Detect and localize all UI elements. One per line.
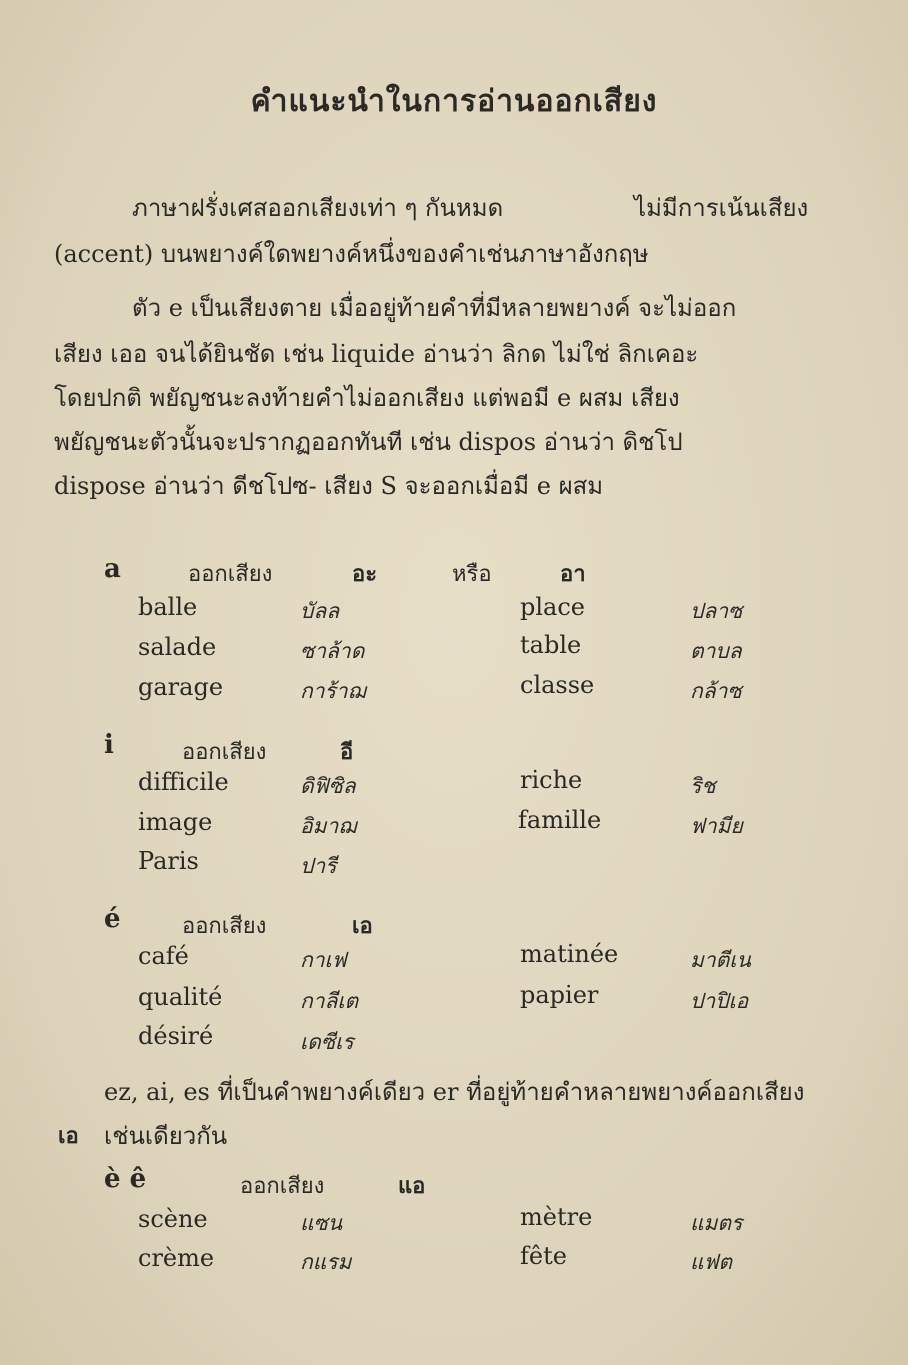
intro-line: ตัว e เป็นเสียงตาย เมื่ออยู่ท้ายคำที่มีหลายพยางค์ จะไม่ออก [132, 294, 737, 322]
page-title: คำแนะนำในการอ่านออกเสียง [250, 84, 658, 119]
french-word: fête [520, 1242, 567, 1270]
note-bold: เอ [58, 1123, 79, 1149]
thai-reading: มาตีเน [690, 948, 751, 972]
group-sound: อี [340, 739, 354, 765]
group-sound: แอ [398, 1173, 426, 1199]
note-line: เช่นเดียวกัน [104, 1122, 228, 1150]
group-letter: a [104, 554, 121, 584]
french-word: famille [518, 806, 602, 834]
french-word: papier [520, 981, 599, 1009]
thai-reading: กล้าซ [690, 679, 742, 703]
intro-line: (accent) บนพยางค์ใดพยางค์หนึ่งของคำเช่นภาษาอังกฤษ [54, 240, 649, 268]
thai-reading: อิมาฌ [300, 814, 357, 838]
french-word: qualité [138, 983, 223, 1011]
french-word: crème [138, 1244, 215, 1272]
thai-reading: ปารี [300, 854, 337, 878]
thai-reading: ปลาซ [690, 599, 743, 623]
french-word: salade [138, 633, 217, 661]
french-word: scène [138, 1205, 208, 1233]
intro-line: dispose อ่านว่า ดีชโปซ- เสียง S จะออกเมื่อมี e ผสม [54, 472, 604, 500]
thai-reading: การ้าฌ [300, 679, 366, 703]
intro-line: พยัญชนะตัวนั้นจะปรากฏออกทันที เช่น dispos อ่านว่า ดิชโป [54, 428, 683, 456]
group-letter: é [104, 904, 121, 934]
thai-reading: กาลีเต [300, 989, 359, 1013]
group-label: ออกเสียง [188, 562, 273, 587]
group-sound: อา [560, 561, 586, 587]
thai-reading: บัลล [300, 599, 340, 623]
thai-reading: เดซีเร [300, 1030, 354, 1054]
thai-reading: กแรม [300, 1250, 352, 1274]
thai-reading: ตาบล [690, 639, 742, 663]
thai-reading: กาเฟ [300, 948, 347, 972]
group-or: หรือ [452, 562, 492, 587]
french-word: difficile [138, 768, 229, 796]
group-letter: i [104, 730, 114, 760]
group-sound: เอ [352, 913, 373, 939]
french-word: matinée [520, 940, 619, 968]
thai-reading: ดิฟิซิล [300, 774, 356, 798]
thai-reading: ซาล้าด [300, 639, 365, 663]
intro-line: ภาษาฝรั่งเศสออกเสียงเท่า ๆ กันหมด [132, 194, 504, 222]
french-word: place [520, 593, 585, 621]
thai-reading: แมตร [690, 1211, 743, 1235]
french-word: Paris [138, 847, 199, 875]
intro-line: ไม่มีการเน้นเสียง [634, 194, 809, 222]
french-word: table [520, 631, 582, 659]
thai-reading: ปาปิเอ [690, 989, 749, 1013]
group-letter: è ê [104, 1164, 147, 1194]
french-word: riche [520, 766, 583, 794]
group-label: ออกเสียง [240, 1174, 325, 1199]
group-label: ออกเสียง [182, 740, 267, 765]
thai-reading: แซน [300, 1211, 343, 1235]
french-word: café [138, 942, 189, 970]
intro-line: เสียง เออ จนได้ยินชัด เช่น liquide อ่านว่า ลิกด ไม่ใช่ ลิกเคอะ [54, 340, 699, 368]
note-line: ez, ai, es ที่เป็นคำพยางค์เดียว er ที่อยู่ท้ายคำหลายพยางค์ออกเสียง [104, 1078, 805, 1106]
group-sound: อะ [352, 561, 378, 587]
french-word: classe [520, 671, 595, 699]
intro-line: โดยปกติ พยัญชนะลงท้ายคำไม่ออกเสียง แต่พอมี e ผสม เสียง [54, 384, 680, 412]
thai-reading: แฟต [690, 1250, 733, 1274]
french-word: mètre [520, 1203, 593, 1231]
thai-reading: ริช [690, 774, 716, 798]
french-word: désiré [138, 1022, 214, 1050]
thai-reading: ฟามีย [690, 814, 743, 838]
french-word: balle [138, 593, 198, 621]
french-word: garage [138, 673, 224, 701]
group-label: ออกเสียง [182, 914, 267, 939]
french-word: image [138, 808, 213, 836]
